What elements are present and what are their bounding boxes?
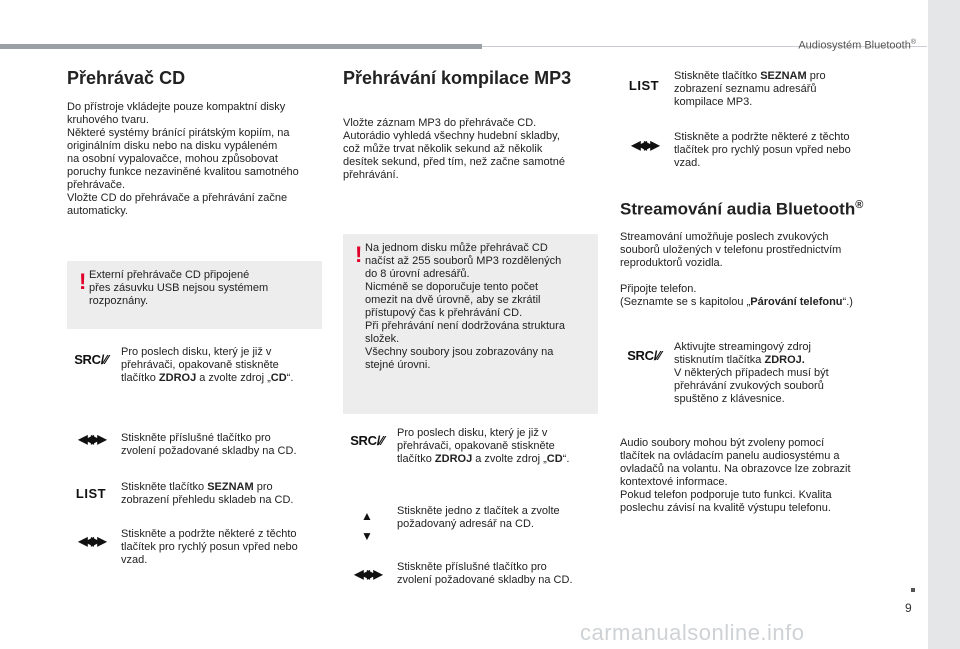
cd-list-instruction: Stiskněte tlačítko SEZNAM pro zobrazení přehledu skladeb na CD. (121, 481, 294, 506)
mp3-src-instruction: Pro poslech disku, který je již v přehrávači, opakovaně stiskněte tlačítko ZDROJ a zvolte zdroj „CD“. (397, 427, 570, 465)
side-strip (928, 0, 960, 649)
list-icon: LIST (628, 77, 660, 93)
usb-cd-note: ! Externí přehrávače CD připojené přes zásuvku USB nejsou systémem rozpoznány. (67, 261, 322, 329)
header-title: Audiosystém Bluetooth® (798, 39, 916, 52)
warning-icon: ! (355, 242, 363, 267)
src-icon: SRC/⁄⁄ (350, 432, 384, 448)
up-down-icon (355, 506, 379, 546)
bluetooth-intro: Streamování umožňuje poslech zvukových souborů uložených v telefonu prostřednictvím reproduktorů vozidla. (620, 231, 842, 269)
watermark: carmanualsonline.info (580, 620, 805, 645)
cd-track-instruction: Stiskněte příslušné tlačítko pro zvolení požadované skladby na CD. (121, 432, 297, 457)
cd-fast-seek-instruction: Stiskněte a podržte některé z těchto tlačítek pro rychlý posun vpřed nebo vzad. (121, 528, 298, 566)
mp3-intro: Vložte záznam MP3 do přehrávače CD. Autorádio vyhledá všechny hudební skladby, což může trvat několik sekund až několik desítek sekund, před tím, než začne samotné přehrávání. (343, 117, 565, 181)
up-arrow-icon: ▲ (361, 509, 373, 523)
src-icon: SRC/⁄⁄ (627, 347, 661, 363)
mp3-fast-seek-instruction: Stiskněte a podržte některé z těchto tlačítek pro rychlý posun vpřed nebo vzad. (674, 131, 851, 169)
down-arrow-icon: ▼ (361, 529, 373, 543)
mp3-track-instruction: Stiskněte příslušné tlačítko pro zvolení požadované skladby na CD. (397, 561, 573, 586)
streaming-src-instruction: Aktivujte streamingový zdroj stisknutím tlačítka ZDROJ. V některých případech musí být přehrávání zvukových souborů spuštěno z klávesnice. (674, 341, 829, 405)
fast-seek-icon: ◀◀ ▶▶ (631, 138, 657, 152)
mp3-note: ! Na jednom disku může přehrávač CD načíst až 255 souborů MP3 rozdělených do 8 úrovní adresářů. Nicméně se doporučuje tento počet omezit na dvě úrovně, aby se zkrátil přístupový čas k přehrávání CD. Při přehrávání není dodržována struktura složek. Všechny soubory jsou zobrazovány na stejné úrovni. (343, 234, 598, 414)
mp3-folder-instruction: Stiskněte jedno z tlačítek a zvolte požadovaný adresář na CD. (397, 505, 560, 530)
src-icon: SRC/⁄⁄ (74, 351, 108, 367)
bluetooth-streaming-title: Streamování audia Bluetooth® (620, 199, 864, 219)
connect-phone-text: Připojte telefon. (Seznamte se s kapitolou „Párování telefonu“.) (620, 283, 853, 308)
mp3-list-instruction: Stiskněte tlačítko SEZNAM pro zobrazení seznamu adresářů kompilace MP3. (674, 70, 826, 108)
warning-icon: ! (79, 269, 87, 294)
page-marker (911, 588, 915, 592)
seek-icon: ◀◀ ▶▶ (354, 567, 380, 581)
cd-player-intro: Do přístroje vkládejte pouze kompaktní disky kruhového tvaru. Některé systémy bránící pirátským kopiím, na originálním disku nebo na disku vypáleném na osobní vypalovačce, mohou způsobovat poruchy funkce nezaviněné kvalitou samotného přehrávače. Vložte CD do přehrávače a přehrávání začne automaticky. (67, 101, 299, 217)
header-bar (0, 44, 482, 49)
list-icon: LIST (75, 485, 107, 501)
mp3-title: Přehrávání kompilace MP3 (343, 68, 572, 88)
bluetooth-outro: Audio soubory mohou být zvoleny pomocí tlačítek na ovládacím panelu audiosystému a ovladačů na volantu. Na obrazovce lze zobrazit kontextové informace. Pokud telefon podporuje tuto funkci. Kvalita poslechu závisí na kvalitě výstupu telefonu. (620, 437, 851, 514)
cd-src-instruction: Pro poslech disku, který je již v přehrávači, opakovaně stiskněte tlačítko ZDROJ a zvolte zdroj „CD“. (121, 346, 294, 384)
seek-icon: ◀◀ ▶▶ (78, 432, 104, 446)
cd-player-title: Přehrávač CD (67, 68, 186, 88)
page-number: 9 (905, 601, 912, 615)
fast-seek-icon: ◀◀ ▶▶ (78, 534, 104, 548)
